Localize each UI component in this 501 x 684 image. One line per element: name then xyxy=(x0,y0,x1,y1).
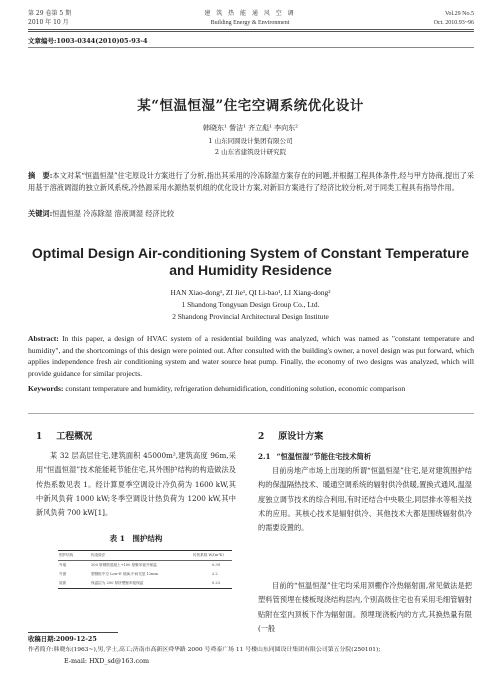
affiliation-en-2: 2 Shandong Provincial Architectural Design Institute xyxy=(172,312,329,321)
volume-issue-cn: 第 29 卷第 5 期 xyxy=(28,10,72,17)
table-cell: 0.39 xyxy=(212,563,221,567)
article-number-rule xyxy=(28,47,474,48)
affiliation-en-1: 1 Shandong Tongyuan Design Group Co., Ltd. xyxy=(181,300,320,309)
abstract-cn-text: 本文对某“恒温恒湿”住宅原设计方案进行了分析,指出其采用的冷冻除湿方案存在的问题,并根据工程具体条件,经与甲方协商,提出了采用基于溶液调湿的独立新风系统,冷热源采用水源热泵机组的优化设计方案,对新旧方案进行了经济比较分析,对于同类工程具有指导作用。 xyxy=(28,171,475,192)
section-1-heading xyxy=(36,429,92,442)
table-cell: 2.2 xyxy=(212,572,218,576)
table-header-cell: 传热系数 W/(m²K) xyxy=(193,553,224,557)
table-row xyxy=(58,579,232,589)
table-cell: 外窗 xyxy=(59,572,67,576)
keywords-en-text: constant temperature and humidity, refrigeration dehumidification, conditioning solution, economic comparison xyxy=(65,384,406,393)
journal-name-en: Building Energy & Environment xyxy=(210,20,290,26)
author-email: E-mail: HXD_sd@163.com xyxy=(64,657,150,665)
section-2-paragraph-1: 目前房地产市场上出现的所谓“恒温恒湿”住宅,是对建筑围护结构的保温隔热技术、暖通空调系统的辐射供冷供暖,置换式通风,温湿度独立调节技术的综合利用,有时还结合中央吸尘,同层排水等相关技术的应用。其核心技术是辐射供冷、其他技术大都是围绕辐射供冷的需要设置的。 xyxy=(258,466,472,533)
keywords-en xyxy=(28,383,474,395)
table-header-cell: 围护结构 xyxy=(59,553,74,557)
table-cell: 200 厚钢筋混凝土+100 厚聚苯板外保温 xyxy=(91,563,157,567)
section-1-paragraph: 某 32 层高层住宅,建筑面积 45000m²,建筑高度 96m,采用“恒温恒湿”技术能能耗节能住宅,其外围护结构的构造做法及传热系数见表 1。经计算夏季空调设计冷负荷为 1600 kW,其中新风负荷 1000 kW;冬季空调设计热负荷为 1200 kW,其中新风负荷 700 kW[1]。 xyxy=(36,451,236,518)
header-rule-thin xyxy=(28,31,474,32)
abstract-en-text: In this paper, a design of HVAC system of a residential building was analyzed, which was named as "constant temperature and humidity", and the shortcomings of this design were pointed out. After consulted with the building's owner, a novel design was put forward, which applies independence fresh air conditioning system and water source heat pump. Finally, the economy of two designs was analyzed, which will provide guidance for similar projects. xyxy=(28,334,474,378)
date-pages-en: Oct. 2010.93~96 xyxy=(433,20,474,26)
section-1-title: 工程概况 xyxy=(56,432,93,442)
journal-name-cn: 建 筑 热 能 通 风 空 调 xyxy=(204,10,296,17)
authors-en: HAN Xiao-dong¹, ZI Jie¹, QI Li-bao¹, LI Xiang-dong² xyxy=(170,288,331,297)
keywords-cn-label: 关键词: xyxy=(28,209,53,218)
table-1-caption: 表 1 围护结构 xyxy=(109,534,163,543)
paper-title-cn: 某“恒温恒湿”住宅空调系统优化设计 xyxy=(137,98,364,114)
table-1 xyxy=(58,550,232,589)
abstract-cn-label: 摘 要: xyxy=(28,171,53,180)
affiliation-cn-2: 2 山东省建筑设计研究院 xyxy=(214,148,287,156)
paper-title-en: Optimal Design Air-conditioning System of Constant Temperature and Humidity Residence xyxy=(31,245,470,278)
table-cell: 0.23 xyxy=(212,581,221,585)
subsection-2-1-title: “恒温恒湿”节能住宅技术简析 xyxy=(276,452,372,461)
footnote-rule xyxy=(28,632,118,633)
subsection-2-1-heading xyxy=(258,452,371,462)
received-date: 收稿日期:2009-12-25 xyxy=(28,635,97,643)
section-2-number: 2 xyxy=(258,432,265,442)
table-cell: 保温层为 200 厚挤塑聚苯板保温 xyxy=(91,581,144,585)
subsection-2-1-number: 2.1 xyxy=(258,452,271,461)
table-header-cell: 构造做法 xyxy=(91,553,106,557)
volume-issue-en: Vol.29 No.5 xyxy=(444,11,474,17)
abstract-en xyxy=(28,333,474,379)
abstract-rule xyxy=(28,413,474,414)
abstract-en-label: Abstract: xyxy=(28,334,59,343)
keywords-en-label: Keywords: xyxy=(28,384,64,393)
authors-cn: 韩晓东¹ 訾洁¹ 齐立彪¹ 李向东² xyxy=(203,124,298,132)
abstract-cn xyxy=(28,170,474,194)
article-number: 文章编号:1003-0344(2010)05-93-4 xyxy=(28,37,148,45)
header-rule xyxy=(28,29,474,30)
table-header-row xyxy=(58,551,232,561)
table-cell: 塑钢框中空 Low-E 玻璃,中间充氩 12mm xyxy=(91,572,158,576)
author-info: 作者简介:韩晓东(1963~),男,学士,高工;济南市高新区舜华路 2000 号舜泰广场 11 号楼山东同圆设计集团有限公司第五分院(250101); xyxy=(28,647,381,653)
keywords-cn xyxy=(28,208,474,220)
table-row xyxy=(58,561,232,571)
section-2-paragraph-2: 目前的“恒温恒湿”住宅均采用顶棚作冷热辐射面,常见做法是把塑料管预埋在楼板现浇结构层内,个别高级住宅也有采用毛细管辐射贴附在室内顶板下作为辐射面。预埋现浇板内的方式,其换热量有限(一般 xyxy=(258,581,472,633)
section-1-number: 1 xyxy=(36,432,43,442)
date-cn: 2010 年 10 月 xyxy=(28,19,69,26)
table-row xyxy=(58,570,232,579)
table-cell: 屋面 xyxy=(59,581,67,585)
section-2-title: 原设计方案 xyxy=(278,432,324,442)
affiliation-cn-1: 1 山东同圆设计集团有限公司 xyxy=(208,137,293,145)
section-2-heading xyxy=(258,429,323,442)
table-cell: 外墙 xyxy=(59,563,67,567)
keywords-cn-text: 恒温恒湿 冷冻除湿 溶液调湿 经济比较 xyxy=(52,209,175,218)
